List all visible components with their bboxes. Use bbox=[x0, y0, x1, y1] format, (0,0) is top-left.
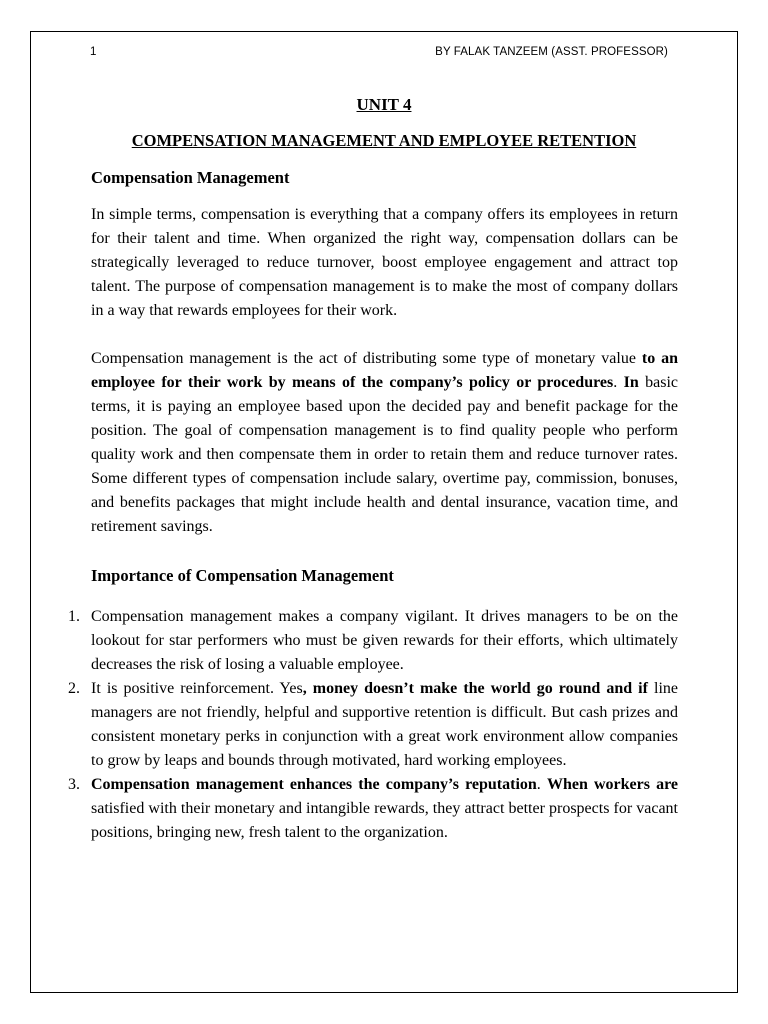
author-header: BY FALAK TANZEEM (ASST. PROFESSOR) bbox=[435, 46, 668, 58]
list-item-number: 3. bbox=[68, 776, 80, 793]
list-item-text: . bbox=[536, 776, 547, 793]
list-item-text: It is positive reinforcement. Yes bbox=[91, 680, 303, 697]
paragraph-2-text-b: . bbox=[613, 374, 624, 391]
list-item-number: 1. bbox=[68, 608, 80, 625]
section-heading-importance: Importance of Compensation Management bbox=[91, 566, 394, 585]
list-item bbox=[62, 773, 678, 845]
paragraph-2-text-a: Compensation management is the act of distributing some type of monetary value bbox=[91, 350, 642, 367]
list-item-number: 2. bbox=[68, 680, 80, 697]
list-item-text: line managers are not friendly, helpful and supportive retention is difficult. But cash prizes and consistent monetary perks in conjunction with a great work environment allow companies to grow by leaps and bounds through motivated, hard working employees. bbox=[91, 680, 678, 769]
paragraph-2-bold-b: In bbox=[623, 374, 639, 391]
paragraph-2-text-c: basic terms, it is paying an employee based upon the decided pay and benefit package for the position. The goal of compensation management is to find quality people who perform quality work and then compensate them in order to retain them and reduce turnover rates. Some different types of compensation include salary, overtime pay, commission, bonuses, and benefits packages that might include health and dental insurance, vacation time, and retirement savings. bbox=[91, 374, 679, 535]
importance-list bbox=[62, 605, 678, 845]
list-item-bold-text: , money doesn’t make the world go round and if bbox=[302, 680, 648, 697]
paragraph-1: In simple terms, compensation is everything that a company offers its employees in return for their talent and time. When organized the right way, compensation dollars can be strategically leveraged to reduce turnover, boost employee engagement and attract top talent. The purpose of compensation management is to make the most of company dollars in a way that rewards employees for their work. bbox=[91, 206, 678, 319]
list-item-text: Compensation management makes a company vigilant. It drives managers to be on the lookout for star performers who must be given rewards for their efforts, which ultimately decreases the risk of losing a valuable employee. bbox=[91, 608, 678, 673]
paragraph-2-bold-a: to an employee for their work by means of the company’s policy or procedures bbox=[91, 350, 679, 391]
list-item bbox=[62, 677, 678, 773]
page-number: 1 bbox=[90, 46, 97, 58]
list-item-text: satisfied with their monetary and intangible rewards, they attract better prospects for vacant positions, bringing new, fresh talent to the organization. bbox=[91, 800, 678, 841]
section-heading-compensation-management: Compensation Management bbox=[91, 168, 290, 187]
list-item-bold-text: When workers are bbox=[546, 776, 679, 793]
list-item-bold-text: Compensation management enhances the company’s reputation bbox=[91, 776, 537, 793]
unit-heading: UNIT 4 bbox=[356, 95, 412, 114]
document-title: COMPENSATION MANAGEMENT AND EMPLOYEE RETENTION bbox=[131, 131, 637, 150]
list-item bbox=[62, 605, 678, 677]
paragraph-2 bbox=[91, 347, 678, 539]
